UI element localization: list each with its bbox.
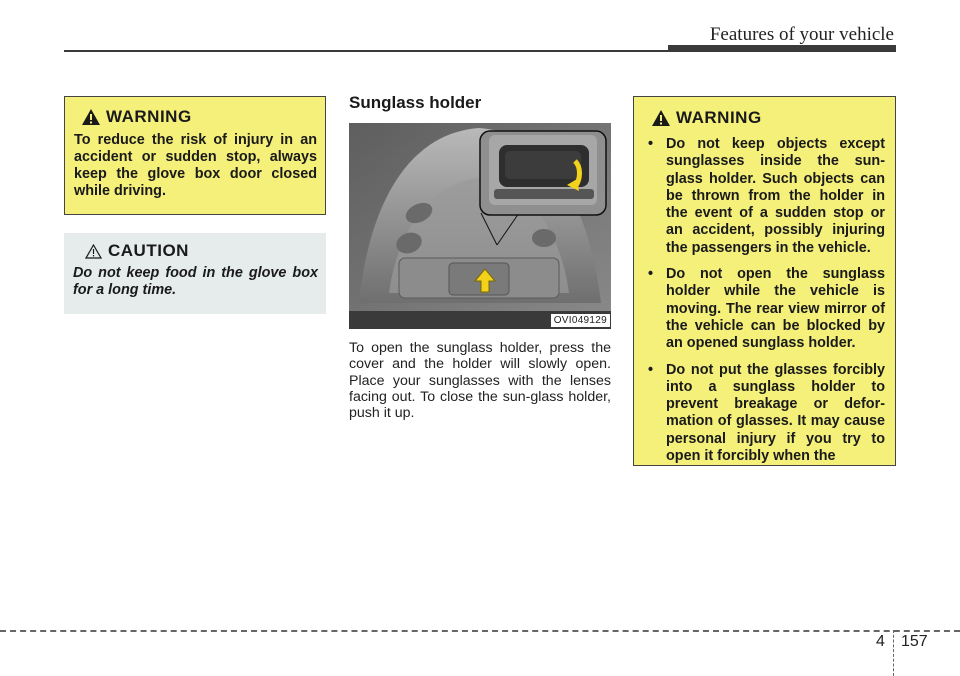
warning-heading [652, 108, 885, 128]
caution-heading [85, 241, 318, 261]
bullet-icon: • [648, 266, 654, 283]
image-reference-code: OVI049129 [551, 314, 610, 327]
page-number: 157 [901, 633, 928, 650]
list-item [644, 362, 885, 466]
warning-heading-label: WARNING [676, 108, 762, 127]
section-body-text: To open the sunglass holder, press the cover and the holder will slowly open. Place your sunglasses with the lenses facing out. To close the sun-glass holder, push it up. [349, 340, 611, 422]
header-rule-accent [668, 45, 896, 51]
list-item-text: Do not keep objects except sunglasses inside the sun-glass holder. Such objects can be thrown from the holder in the event of a sudden stop or an accident, possibly injuring the passengers in the vehicle. [666, 136, 885, 256]
warning-bullet-list [644, 136, 885, 465]
list-item-text: Do not open the sunglass holder while the vehicle is moving. The rear view mirror of the vehicle can be blocked by an opened sunglass holder. [666, 266, 885, 352]
overhead-console-illustration [349, 123, 611, 329]
chapter-number: 4 [876, 633, 885, 650]
bullet-icon: • [648, 361, 654, 378]
warning-text: To reduce the risk of injury in an accident or sudden stop, always keep the glove box door closed while driving. [74, 132, 317, 199]
caution-triangle-icon [85, 244, 102, 259]
warning-triangle-icon [652, 110, 670, 126]
caution-box [64, 233, 326, 314]
footer-divider [893, 630, 894, 676]
warning-box-right [633, 96, 896, 466]
list-item [644, 136, 885, 257]
warning-heading [82, 107, 317, 127]
warning-box-left [64, 96, 326, 215]
warning-heading-label: WARNING [106, 107, 192, 126]
sunglass-holder-photo [349, 123, 611, 329]
page-header-title: Features of your vehicle [709, 24, 894, 45]
list-item [644, 266, 885, 352]
bullet-icon: • [648, 136, 654, 152]
list-item-text: Do not put the glasses forcibly into a sunglass holder to prevent breakage or defor-mation of glasses. It may cause personal injury if you try to open it forcibly when the [666, 361, 885, 465]
footer-rule [0, 630, 960, 632]
warning-triangle-icon [82, 109, 100, 125]
section-title: Sunglass holder [349, 93, 482, 112]
caution-text: Do not keep food in the glove box for a long time. [73, 265, 318, 298]
caution-heading-label: CAUTION [108, 241, 189, 260]
